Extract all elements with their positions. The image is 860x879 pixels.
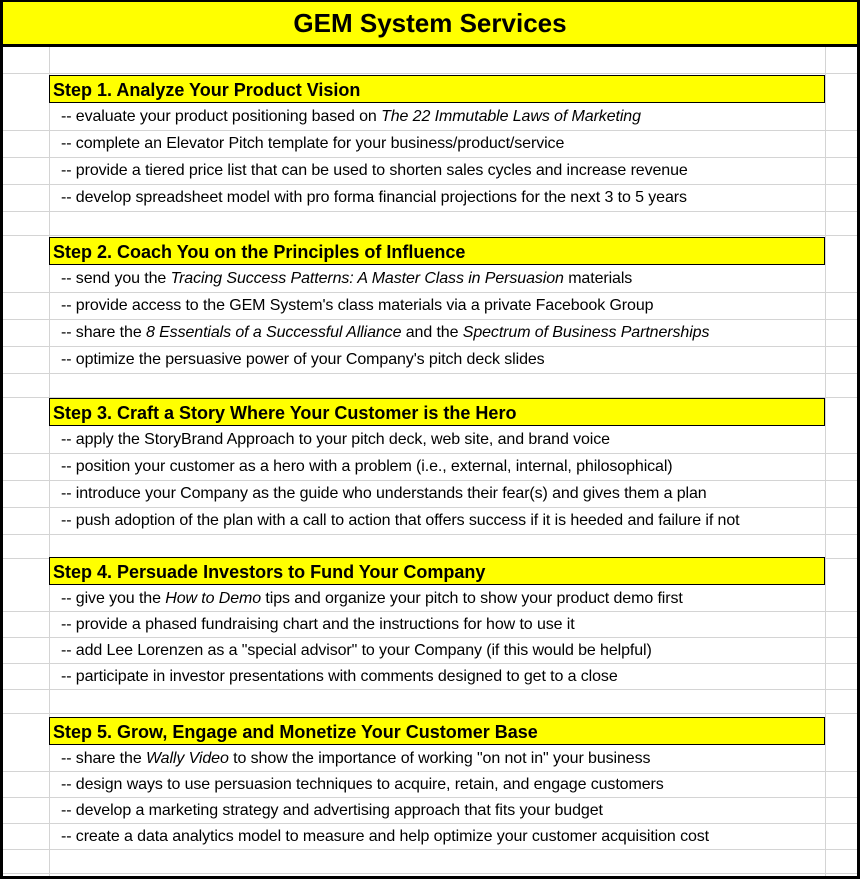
step-header-2: Step 2. Coach You on the Principles of Influence bbox=[49, 237, 825, 265]
step-5-bullet bbox=[61, 746, 650, 772]
row-gridline bbox=[3, 211, 857, 212]
bullet-text: -- provide a tiered price list that can be used to shorten sales cycles and increase revenue bbox=[61, 162, 688, 179]
step-3-bullet bbox=[61, 427, 610, 453]
row-gridline bbox=[3, 73, 857, 74]
bullet-text: -- add Lee Lorenzen as a "special advisor" to your Company (if this would be helpful) bbox=[61, 642, 652, 659]
row-gridline bbox=[3, 873, 857, 874]
bullet-text: -- participate in investor presentations with comments designed to get to a close bbox=[61, 668, 618, 685]
step-4-bullet bbox=[61, 612, 575, 638]
step-header-1: Step 1. Analyze Your Product Vision bbox=[49, 75, 825, 103]
step-4-bullet bbox=[61, 586, 683, 612]
bullet-text: -- share the bbox=[61, 324, 146, 341]
column-gridline bbox=[825, 47, 826, 876]
step-header-4: Step 4. Persuade Investors to Fund Your Company bbox=[49, 557, 825, 585]
bullet-text: tips and organize your pitch to show your product demo first bbox=[261, 590, 683, 607]
step-header-3: Step 3. Craft a Story Where Your Customer is the Hero bbox=[49, 398, 825, 426]
bullet-text: -- push adoption of the plan with a call to action that offers success if it is heeded and failure if not bbox=[61, 512, 740, 529]
italic-title: The 22 Immutable Laws of Marketing bbox=[381, 108, 641, 125]
italic-title: 8 Essentials of a Successful Alliance bbox=[145, 324, 402, 341]
step-2-bullet bbox=[61, 347, 545, 373]
step-5-bullet bbox=[61, 798, 603, 824]
bullet-text: -- share the bbox=[61, 750, 146, 767]
step-5-bullet bbox=[61, 772, 664, 798]
row-gridline bbox=[3, 713, 857, 714]
bullet-text: -- provide a phased fundraising chart and the instructions for how to use it bbox=[61, 616, 575, 633]
bullet-text: -- optimize the persuasive power of your Company's pitch deck slides bbox=[61, 351, 545, 368]
column-gridline bbox=[49, 47, 50, 876]
row-gridline bbox=[3, 534, 857, 535]
row-gridline bbox=[3, 373, 857, 374]
step-1-bullet bbox=[61, 131, 564, 157]
bullet-text: -- develop a marketing strategy and advertising approach that fits your budget bbox=[61, 802, 603, 819]
bullet-text: -- send you the bbox=[61, 270, 171, 287]
step-1-bullet bbox=[61, 158, 688, 184]
italic-title: Tracing Success Patterns: A Master Class in Persuasion bbox=[170, 270, 564, 287]
bullet-text: -- provide access to the GEM System's class materials via a private Facebook Group bbox=[61, 297, 654, 314]
bullet-text: materials bbox=[563, 270, 633, 287]
bullet-text: -- introduce your Company as the guide who understands their fear(s) and gives them a plan bbox=[61, 485, 707, 502]
step-4-bullet bbox=[61, 664, 618, 690]
bullet-text: -- evaluate your product positioning based on bbox=[61, 108, 382, 125]
row-gridline bbox=[3, 235, 857, 236]
bullet-text: and the bbox=[401, 324, 463, 341]
bullet-text: -- apply the StoryBrand Approach to your pitch deck, web site, and brand voice bbox=[61, 431, 610, 448]
bullet-text: -- position your customer as a hero with a problem (i.e., external, internal, philosophical) bbox=[61, 458, 673, 475]
step-3-bullet bbox=[61, 454, 673, 480]
step-3-bullet bbox=[61, 508, 740, 534]
page-title: GEM System Services bbox=[3, 2, 857, 47]
step-4-bullet bbox=[61, 638, 652, 664]
bullet-text: -- give you the bbox=[61, 590, 166, 607]
bullet-text: to show the importance of working "on not in" your business bbox=[228, 750, 651, 767]
bullet-text: -- complete an Elevator Pitch template for your business/product/service bbox=[61, 135, 565, 152]
step-1-bullet bbox=[61, 104, 641, 130]
step-header-5: Step 5. Grow, Engage and Monetize Your Customer Base bbox=[49, 717, 825, 745]
step-2-bullet bbox=[61, 320, 709, 346]
bullet-text: -- design ways to use persuasion techniques to acquire, retain, and engage customers bbox=[61, 776, 664, 793]
bullet-text: -- develop spreadsheet model with pro forma financial projections for the next 3 to 5 years bbox=[61, 189, 687, 206]
italic-title: Spectrum of Business Partnerships bbox=[462, 324, 710, 341]
bullet-text: -- create a data analytics model to measure and help optimize your customer acquisition cost bbox=[61, 828, 710, 845]
italic-title: How to Demo bbox=[165, 590, 262, 607]
step-2-bullet bbox=[61, 293, 653, 319]
step-2-bullet bbox=[61, 266, 632, 292]
step-3-bullet bbox=[61, 481, 707, 507]
italic-title: Wally Video bbox=[145, 750, 229, 767]
step-1-bullet bbox=[61, 185, 687, 211]
step-5-bullet bbox=[61, 824, 709, 850]
